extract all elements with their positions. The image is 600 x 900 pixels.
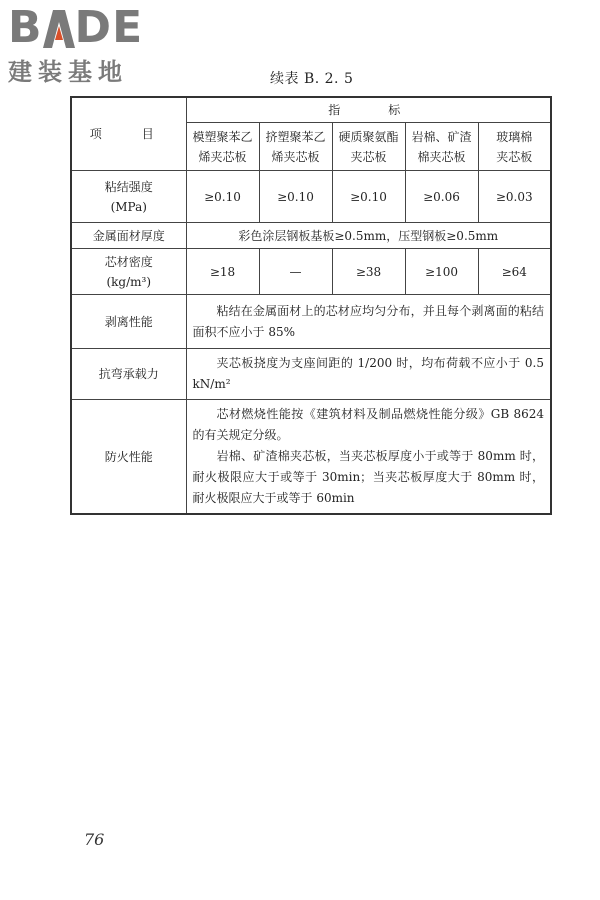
cell-bond-glasswool: ≥0.03 [478, 171, 551, 223]
row-label-fire: 防火性能 [71, 400, 186, 515]
row-label-thickness: 金属面材厚度 [71, 223, 186, 249]
table-row-density [71, 249, 551, 295]
logo-chinese-name: 建装基地 [8, 58, 128, 86]
bade-logo [8, 2, 178, 86]
col-header-rockwool: 岩棉、矿渣 棉夹芯板 [405, 123, 478, 171]
table-row-peel [71, 295, 551, 349]
cell-fire [186, 400, 551, 515]
cell-density-pu: ≥38 [332, 249, 405, 295]
cell-density-xps: — [259, 249, 332, 295]
bending-text: 夹芯板挠度为支座间距的 1/200 时，均布荷载不应小于 0.5 kN/m² [192, 356, 545, 391]
logo-letters-de: DE [74, 2, 144, 53]
cell-bond-eps: ≥0.10 [186, 171, 259, 223]
cell-density-eps: ≥18 [186, 249, 259, 295]
col-header-eps: 模塑聚苯乙 烯夹芯板 [186, 123, 259, 171]
cell-bond-xps: ≥0.10 [259, 171, 332, 223]
table-caption: 续表 B. 2. 5 [270, 71, 354, 87]
cell-bond-rockwool: ≥0.06 [405, 171, 478, 223]
col-header-xps: 挤塑聚苯乙 烯夹芯板 [259, 123, 332, 171]
fire-text-1: 芯材燃烧性能按《建筑材料及制品燃烧性能分级》GB 8624 的有关规定分级。 [192, 407, 545, 442]
col-header-pu: 硬质聚氨酯 夹芯板 [332, 123, 405, 171]
table-row-thickness [71, 223, 551, 249]
table-row-bond-strength [71, 171, 551, 223]
row-label-bond: 粘结强度 (MPa) [71, 171, 186, 223]
table-row-fire [71, 400, 551, 515]
cell-peel [186, 295, 551, 349]
row-label-density: 芯材密度 (kg/m³) [71, 249, 186, 295]
fire-text-2: 岩棉、矿渣棉夹芯板，当夹芯板厚度小于或等于 80mm 时，耐火极限应大于或等于 30min；当夹芯板厚度大于 80mm 时，耐火极限应大于或等于 60min [192, 449, 545, 505]
col-header-glasswool: 玻璃棉 夹芯板 [478, 123, 551, 171]
index-header: 指 标 [186, 97, 551, 123]
cell-density-rockwool: ≥100 [405, 249, 478, 295]
item-header: 项 目 [71, 97, 186, 171]
logo-letter-b: B [8, 2, 43, 53]
spec-table [70, 96, 552, 515]
page-number: 76 [84, 830, 105, 849]
row-label-peel: 剥离性能 [71, 295, 186, 349]
cell-bending [186, 349, 551, 400]
logo-a-mark [43, 6, 75, 50]
logo-a-shape [43, 10, 75, 48]
logo-wordmark [8, 2, 144, 53]
cell-density-glasswool: ≥64 [478, 249, 551, 295]
cell-thickness: 彩色涂层钢板基板≥0.5mm，压型钢板≥0.5mm [186, 223, 551, 249]
table-row-bending [71, 349, 551, 400]
peel-text: 粘结在金属面材上的芯材应均匀分布，并且每个剥离面的粘结面积不应小于 85% [192, 303, 545, 339]
row-label-bending: 抗弯承载力 [71, 349, 186, 400]
table-header-row-1 [71, 97, 551, 123]
cell-bond-pu: ≥0.10 [332, 171, 405, 223]
